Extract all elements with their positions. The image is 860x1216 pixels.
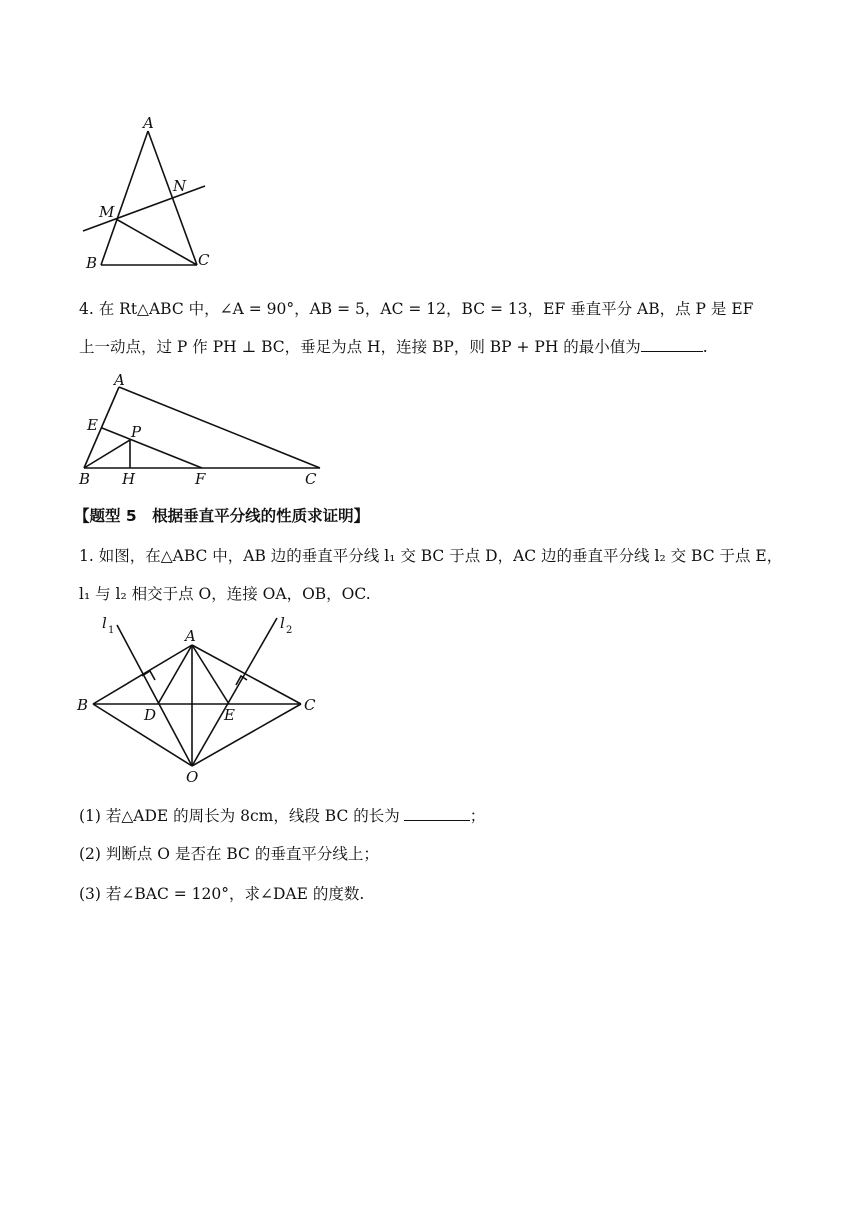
label-l2: l: [280, 614, 285, 632]
question-3: (3) 若∠BAC = 120°，求∠DAE 的度数.: [79, 885, 365, 903]
label-f: F: [195, 470, 206, 488]
label-c: C: [305, 470, 317, 488]
question-1: (1) 若△ADE 的周长为 8cm，线段 BC 的长为 ；: [79, 807, 486, 825]
label-c: C: [198, 251, 210, 269]
label-a: A: [185, 627, 196, 645]
label-m: M: [99, 203, 115, 221]
segment-ad: [158, 645, 192, 704]
segment-ab: [101, 131, 148, 265]
label-h: H: [122, 470, 136, 488]
label-e: E: [87, 416, 98, 434]
label-b: B: [79, 470, 91, 488]
right-angle-mark-l1: [142, 671, 155, 680]
label-d: D: [144, 706, 157, 724]
label-o: O: [186, 768, 199, 786]
label-l2-subscript: 2: [286, 625, 293, 636]
figure-perpendicular-bisectors: [70, 610, 330, 790]
question-2: (2) 判断点 O 是否在 BC 的垂直平分线上；: [79, 845, 379, 863]
label-a: A: [143, 114, 154, 132]
segment-ac: [192, 645, 301, 704]
problem4-line2: 上一动点，过 P 作 PH ⊥ BC，垂足为点 H，连接 BP，则 BP + PH 的最小值为 .: [79, 338, 708, 356]
label-p: P: [131, 423, 142, 441]
label-l1-subscript: 1: [108, 625, 115, 636]
figure-triangle-mn: [70, 110, 230, 275]
line-l1: [117, 625, 192, 766]
section-heading: 【题型 5 根据垂直平分线的性质求证明】: [74, 507, 370, 525]
label-e: E: [224, 706, 235, 724]
problem5-1-line1: 1. 如图，在△ABC 中，AB 边的垂直平分线 l₁ 交 BC 于点 D，AC 边的垂直平分线 l₂ 交 BC 于点 E，: [79, 547, 783, 565]
answer-blank-q1[interactable]: [404, 806, 470, 821]
label-a: A: [114, 371, 125, 389]
label-b: B: [86, 254, 98, 272]
segment-ac: [119, 387, 320, 468]
answer-blank[interactable]: [641, 337, 703, 352]
segment-ae: [192, 645, 229, 704]
figure-right-triangle: [80, 370, 330, 490]
label-b: B: [77, 696, 89, 714]
line-l2: [192, 618, 277, 766]
problem5-1-line2: l₁ 与 l₂ 相交于点 O，连接 OA，OB，OC.: [79, 585, 371, 603]
segment-co: [192, 704, 301, 766]
label-n: N: [173, 177, 187, 195]
label-c: C: [304, 696, 316, 714]
problem4-line1: 4. 在 Rt△ABC 中，∠A = 90°，AB = 5，AC = 12，BC = 13，EF 垂直平分 AB，点 P 是 EF: [79, 300, 754, 318]
segment-bo: [93, 704, 192, 766]
segment-mc: [116, 219, 197, 265]
label-l1: l: [102, 614, 107, 632]
